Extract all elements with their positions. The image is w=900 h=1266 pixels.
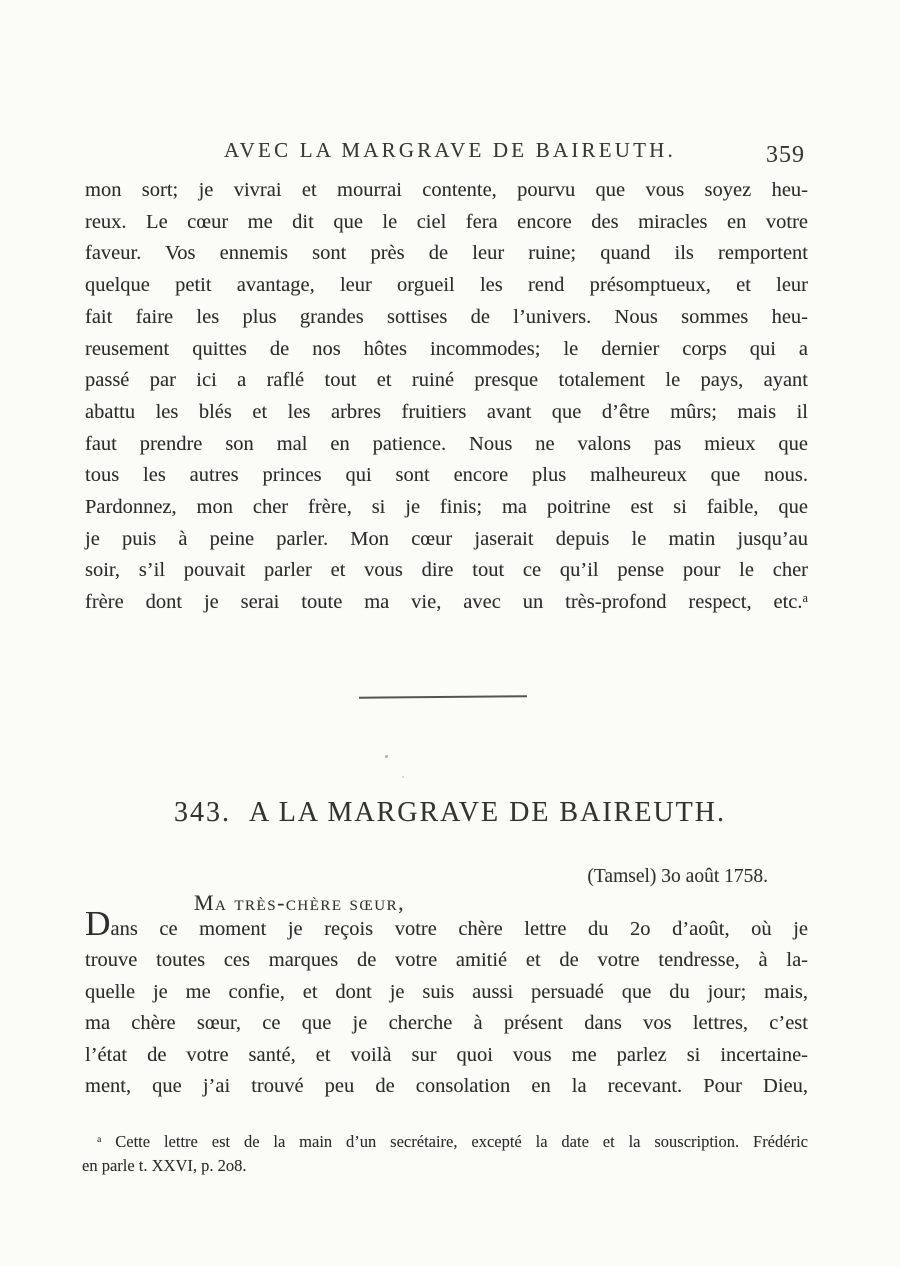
- text-line: passé par ici a raflé tout et ruiné presque totalement le pays, ayant: [85, 369, 808, 392]
- text-line: reusement quittes de nos hôtes incommodes; le dernier corps qui a: [85, 337, 808, 360]
- letter-salutation: Ma très-chère sœur,: [194, 890, 406, 915]
- scan-speck: [402, 776, 404, 778]
- letter-dateline: (Tamsel) 3o août 1758.: [587, 866, 768, 887]
- text-line: mon sort; je vivrai et mourrai contente, pourvu que vous soyez heu-: [85, 179, 808, 201]
- letter-number: 343.: [174, 797, 232, 828]
- section-divider-rule: [359, 695, 527, 698]
- text-line: je puis à peine parler. Mon cœur jaserait depuis le matin jusqu’au: [85, 527, 808, 550]
- previous-letter-body: [85, 175, 808, 619]
- text-line: Pardonnez, mon cher frère, si je finis; ma poitrine est si faible, que: [85, 496, 808, 519]
- text-line: ma chère sœur, ce que je cherche à présent dans vos lettres, c’est: [85, 1012, 808, 1035]
- text-line: quelque petit avantage, leur orgueil les rend présomptueux, et leur: [85, 274, 808, 297]
- running-head: AVEC LA MARGRAVE DE BAIREUTH.: [224, 138, 676, 162]
- letter-343-body: [85, 904, 808, 1102]
- footnote-line: $^a$ Cette lettre est de la main d’un secrétaire, excepté la date et la souscription. Frédéric: [97, 1132, 808, 1151]
- text-line: trouve toutes ces marques de votre amitié et de votre tendresse, à la-: [85, 949, 808, 972]
- footnote-line: en parle t. XXVI, p. 2o8.: [82, 1155, 247, 1175]
- scan-speck: [385, 755, 388, 758]
- page-number: 359: [766, 142, 805, 168]
- text-line: l’état de votre santé, et voilà sur quoi vous me parlez si incertaine-: [85, 1043, 808, 1066]
- text-line: fait faire les plus grandes sottises de l’univers. Nous sommes heu-: [85, 305, 808, 328]
- letter-title: A LA MARGRAVE DE BAIREUTH.: [249, 797, 726, 828]
- text-line: Dans ce moment je reçois votre chère lettre du 2o d’août, où je: [85, 904, 808, 943]
- text-line: frère dont je serai toute ma vie, avec un très-profond respect, etc.$^a$: [85, 591, 808, 614]
- footnote: [82, 1130, 808, 1177]
- text-line: ment, que j’ai trouvé peu de consolation en la recevant. Pour Dieu,: [85, 1075, 808, 1098]
- letter-heading: [0, 797, 900, 829]
- text-line: quelle je me confie, et dont je suis aussi persuadé que du jour; mais,: [85, 980, 808, 1003]
- text-line: reux. Le cœur me dit que le ciel fera encore des miracles en votre: [85, 210, 808, 233]
- text-line: tous les autres princes qui sont encore plus malheureux que nous.: [85, 464, 808, 487]
- text-line: faut prendre son mal en patience. Nous ne valons pas mieux que: [85, 432, 808, 455]
- text-line: soir, s’il pouvait parler et vous dire tout ce qu’il pense pour le cher: [85, 559, 808, 582]
- text-line: faveur. Vos ennemis sont près de leur ruine; quand ils remportent: [85, 242, 808, 265]
- text-line: abattu les blés et les arbres fruitiers avant que d’être mûrs; mais il: [85, 400, 808, 423]
